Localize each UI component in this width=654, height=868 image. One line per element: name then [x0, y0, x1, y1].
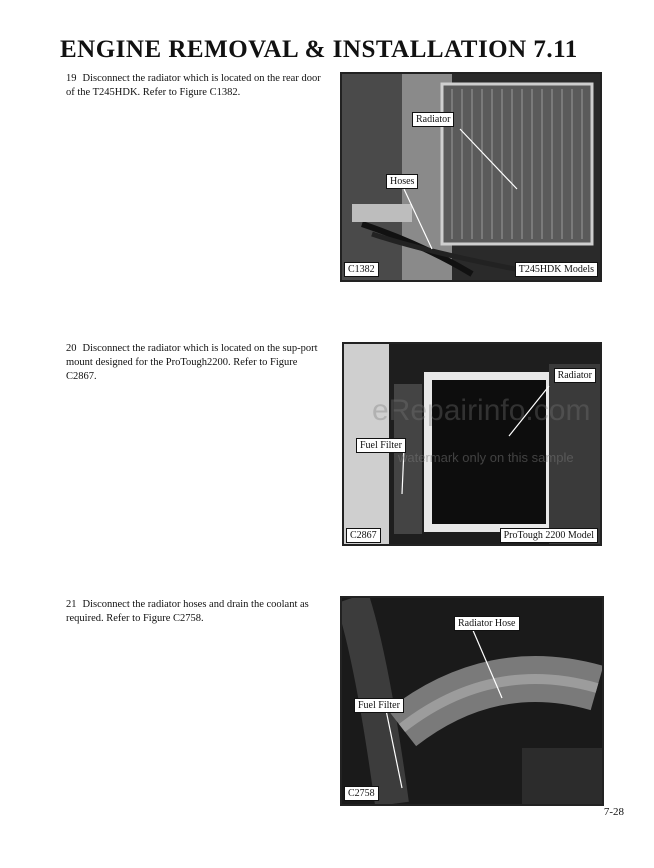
- step-text: Disconnect the radiator which is located on the rear door of the T245HDK. Refer to Figure C1382.: [66, 73, 321, 98]
- step-number: 21: [66, 599, 77, 610]
- figure-c2867-photo: [342, 342, 602, 546]
- step-text: Disconnect the radiator which is located on the sup-port mount designed for the ProTough2200. Refer to Figure C2867.: [66, 343, 318, 382]
- figure-model: ProTough 2200 Model: [500, 528, 598, 543]
- figure-c1382-photo: [340, 72, 602, 282]
- figure-id: C2758: [344, 786, 379, 801]
- callout-hoses: Hoses: [386, 174, 418, 189]
- step-number: 20: [66, 343, 77, 354]
- step-number: 19: [66, 73, 77, 84]
- watermark-note: watermark only on this sample: [398, 450, 574, 465]
- step-19: [66, 72, 324, 100]
- watermark-site: eRepairinfo.com: [372, 394, 591, 427]
- callout-radiator: Radiator: [412, 112, 454, 127]
- page-title: ENGINE REMOVAL & INSTALLATION 7.11: [60, 36, 578, 63]
- radiator-rear-door-image: [342, 74, 600, 280]
- figure-id: C1382: [344, 262, 379, 277]
- step-21: [66, 598, 324, 626]
- callout-fuel-filter: Fuel Filter: [356, 438, 406, 453]
- callout-fuel-filter: Fuel Filter: [354, 698, 404, 713]
- figure-c2758-photo: [340, 596, 604, 806]
- step-20: [66, 342, 324, 384]
- callout-radiator: Radiator: [554, 368, 596, 383]
- figure-id: C2867: [346, 528, 381, 543]
- page-number: 7-28: [603, 806, 624, 818]
- step-text: Disconnect the radiator hoses and drain the coolant as required. Refer to Figure C2758.: [66, 599, 309, 624]
- callout-radiator-hose: Radiator Hose: [454, 616, 520, 631]
- figure-model: T245HDK Models: [515, 262, 598, 277]
